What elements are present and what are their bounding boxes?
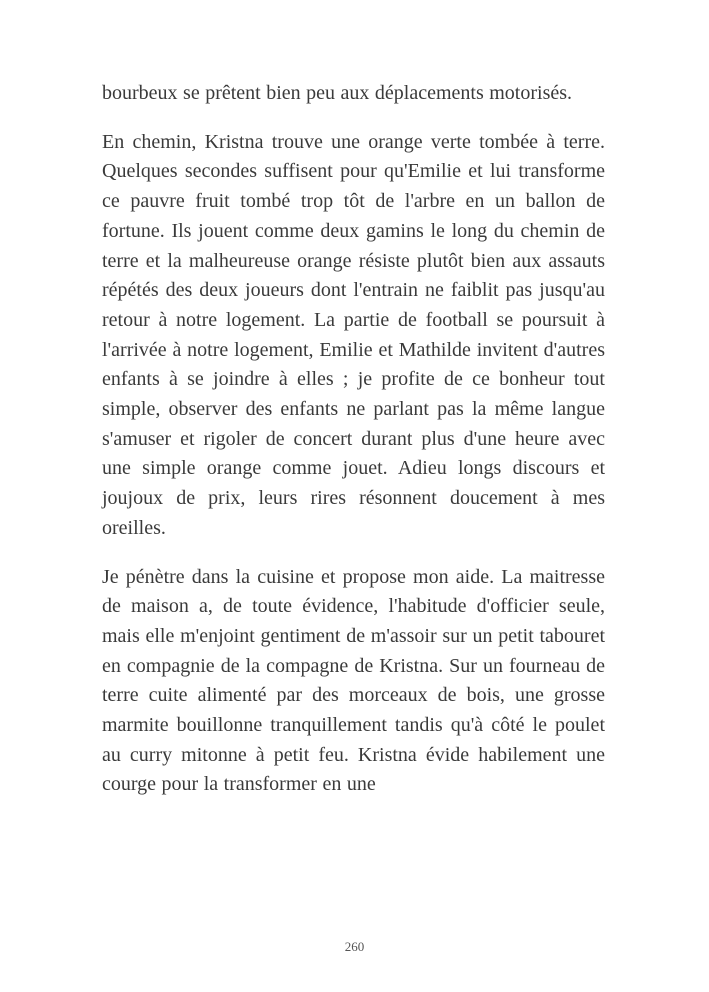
paragraph-3: Je pénètre dans la cuisine et propose mon aide. La maitresse de maison a, de toute évidence, l'habitude d'officier seule, mais elle m'enjoint gentiment de m'assoir sur un petit tabouret en compagnie de la compagne de Kristna. Sur un fourneau de terre cuite alimenté par des morceaux de bois, une grosse marmite bouillonne tranquillement tandis qu'à côté le poulet au curry mitonne à petit feu. Kristna évide habilement une courge pour la transformer en une: [102, 565, 605, 796]
paragraph-1: bourbeux se prêtent bien peu aux déplacements motorisés.: [102, 82, 573, 104]
paragraph-2: En chemin, Kristna trouve une orange verte tombée à terre. Quelques secondes suffisent pour qu'Emilie et lui transforme ce pauvre fruit tombé trop tôt de l'arbre en un ballon de fortune. Ils jouent comme deux gamins le long du chemin de terre et la malheureuse orange résiste plutôt bien aux assauts répétés des deux joueurs dont l'entrain ne faiblit pas jusqu'au retour à notre logement. La partie de football se poursuit à l'arrivée à notre logement, Emilie et Mathilde invitent d'autres enfants à se joindre à elles ; je profite de ce bonheur tout simple, observer des enfants ne parlant pas la même langue s'amuser et rigoler de concert durant plus d'une heure avec une simple orange comme jouet. Adieu longs discours et joujoux de prix, leurs rires résonnent doucement à mes oreilles.: [102, 130, 605, 539]
page-number: 260: [344, 939, 365, 954]
page-text-block: [102, 79, 605, 800]
